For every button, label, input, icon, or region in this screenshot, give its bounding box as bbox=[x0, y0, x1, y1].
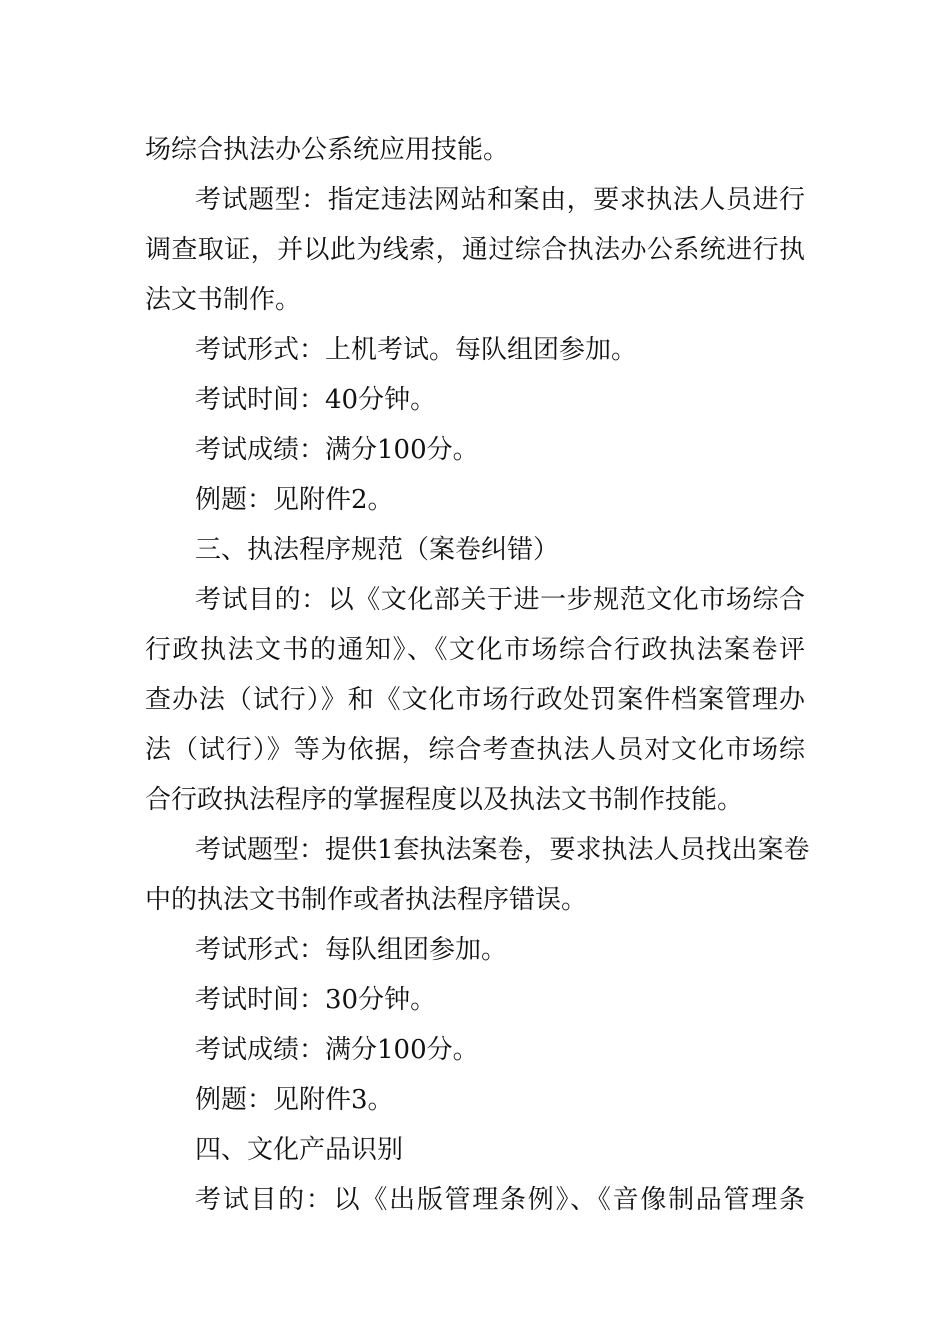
paragraph-line: 考试题型：指定违法网站和案由，要求执法人员进行 bbox=[195, 185, 805, 215]
paragraph-line: 法文书制作。 bbox=[145, 285, 302, 315]
section-heading: 四、文化产品识别 bbox=[195, 1135, 404, 1165]
paragraph-line: 考试形式：每队组团参加。 bbox=[195, 935, 508, 965]
paragraph-line: 调查取证，并以此为线索，通过综合执法办公系统进行执 bbox=[145, 235, 805, 265]
paragraph-line: 场综合执法办公系统应用技能。 bbox=[145, 135, 510, 165]
paragraph-line: 考试目的：以《文化部关于进一步规范文化市场综合 bbox=[195, 585, 805, 615]
paragraph-line: 例题：见附件2。 bbox=[195, 485, 394, 515]
paragraph-line: 考试目的：以《出版管理条例》、《音像制品管理条 bbox=[195, 1185, 805, 1215]
paragraph-line: 考试成绩：满分100分。 bbox=[195, 1035, 479, 1065]
paragraph-line: 中的执法文书制作或者执法程序错误。 bbox=[145, 885, 588, 915]
paragraph-line: 行政执法文书的通知》、《文化市场综合行政执法案卷评 bbox=[145, 635, 805, 665]
paragraph-line: 考试时间：40分钟。 bbox=[195, 385, 437, 415]
paragraph-line: 合行政执法程序的掌握程度以及执法文书制作技能。 bbox=[145, 785, 744, 815]
paragraph-line: 查办法（试行）》和《文化市场行政处罚案件档案管理办 bbox=[145, 685, 805, 715]
paragraph-line: 考试成绩：满分100分。 bbox=[195, 435, 479, 465]
paragraph-line: 法（试行）》等为依据，综合考查执法人员对文化市场综 bbox=[145, 735, 805, 765]
section-heading: 三、执法程序规范（案卷纠错） bbox=[195, 535, 560, 565]
paragraph-line: 考试题型：提供1套执法案卷，要求执法人员找出案卷 bbox=[195, 835, 810, 865]
paragraph-line: 例题：见附件3。 bbox=[195, 1085, 394, 1115]
paragraph-line: 考试形式：上机考试。每队组团参加。 bbox=[195, 335, 638, 365]
paragraph-line: 考试时间：30分钟。 bbox=[195, 985, 437, 1015]
